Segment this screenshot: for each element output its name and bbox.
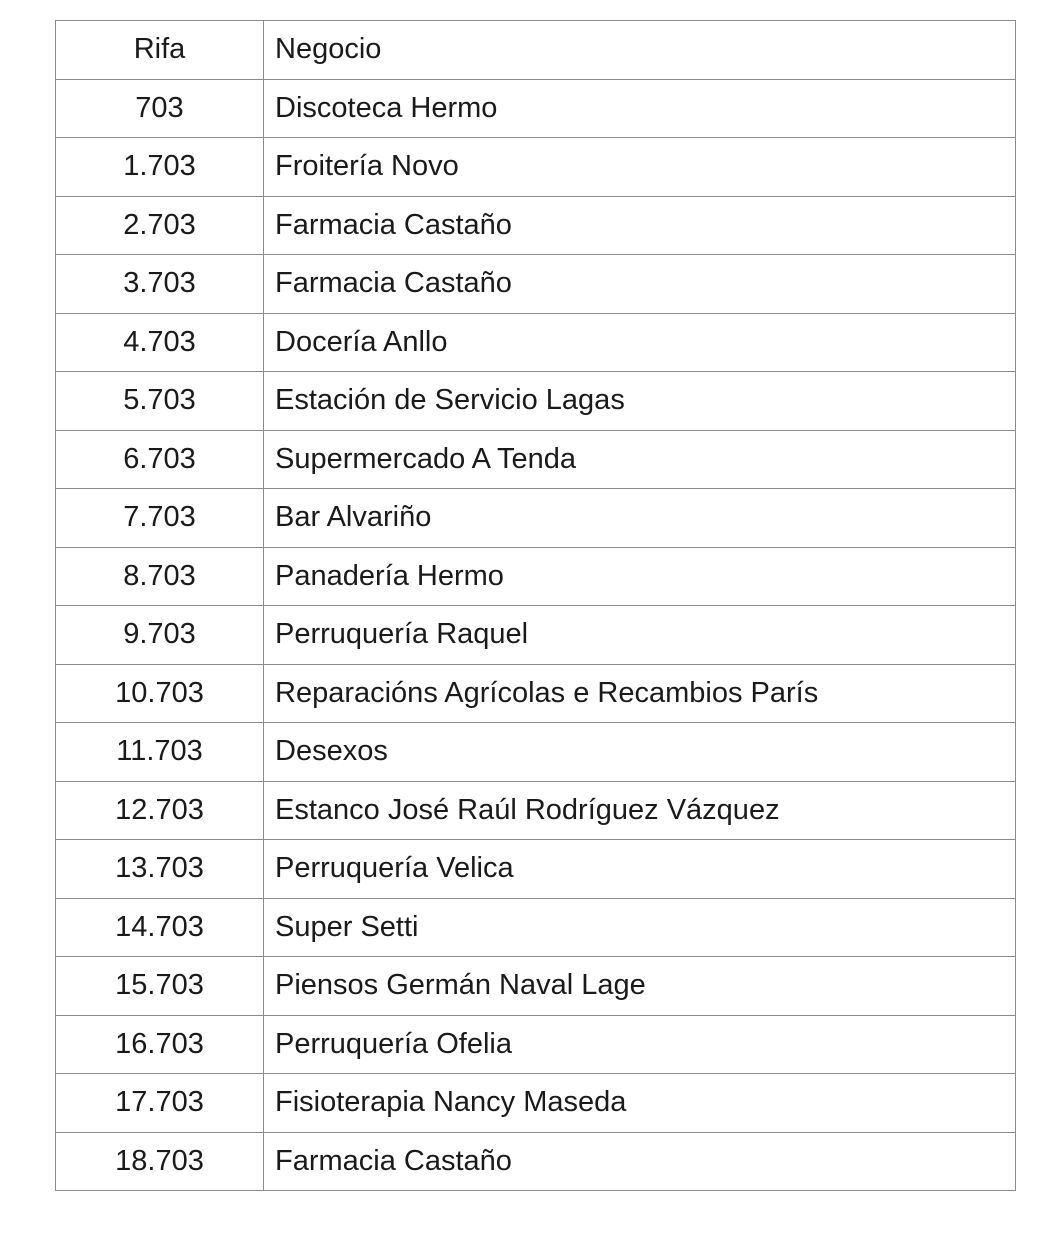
table-row (56, 840, 1016, 899)
table-row (56, 664, 1016, 723)
table-row (56, 957, 1016, 1016)
table-row (56, 489, 1016, 548)
table-row (56, 372, 1016, 431)
table-row (56, 138, 1016, 197)
cell-negocio: Estación de Servicio Lagas (264, 372, 1016, 431)
table-row (56, 313, 1016, 372)
cell-rifa: 7.703 (56, 489, 264, 548)
cell-negocio: Fisioterapia Nancy Maseda (264, 1074, 1016, 1133)
table-row (56, 196, 1016, 255)
table-row (56, 898, 1016, 957)
cell-negocio: Farmacia Castaño (264, 255, 1016, 314)
table-row (56, 255, 1016, 314)
cell-rifa: 8.703 (56, 547, 264, 606)
table-row (56, 79, 1016, 138)
table-row (56, 430, 1016, 489)
cell-rifa: 13.703 (56, 840, 264, 899)
table-row (56, 547, 1016, 606)
cell-negocio: Bar Alvariño (264, 489, 1016, 548)
cell-negocio: Super Setti (264, 898, 1016, 957)
table-body (56, 79, 1016, 1191)
cell-rifa: 2.703 (56, 196, 264, 255)
cell-negocio: Froitería Novo (264, 138, 1016, 197)
cell-negocio: Perruquería Raquel (264, 606, 1016, 665)
cell-negocio: Discoteca Hermo (264, 79, 1016, 138)
cell-negocio: Desexos (264, 723, 1016, 782)
cell-negocio: Estanco José Raúl Rodríguez Vázquez (264, 781, 1016, 840)
header-negocio: Negocio (264, 21, 1016, 80)
cell-rifa: 9.703 (56, 606, 264, 665)
cell-negocio: Perruquería Ofelia (264, 1015, 1016, 1074)
cell-negocio: Piensos Germán Naval Lage (264, 957, 1016, 1016)
table-row (56, 781, 1016, 840)
cell-negocio: Panadería Hermo (264, 547, 1016, 606)
cell-rifa: 10.703 (56, 664, 264, 723)
table-row (56, 1132, 1016, 1191)
cell-rifa: 6.703 (56, 430, 264, 489)
cell-negocio: Perruquería Velica (264, 840, 1016, 899)
raffle-table (55, 20, 1016, 1191)
cell-rifa: 703 (56, 79, 264, 138)
header-rifa: Rifa (56, 21, 264, 80)
cell-rifa: 1.703 (56, 138, 264, 197)
cell-rifa: 5.703 (56, 372, 264, 431)
cell-negocio: Farmacia Castaño (264, 1132, 1016, 1191)
cell-rifa: 4.703 (56, 313, 264, 372)
cell-rifa: 18.703 (56, 1132, 264, 1191)
table-row (56, 1015, 1016, 1074)
cell-rifa: 3.703 (56, 255, 264, 314)
cell-rifa: 12.703 (56, 781, 264, 840)
cell-rifa: 11.703 (56, 723, 264, 782)
cell-rifa: 14.703 (56, 898, 264, 957)
table-row (56, 1074, 1016, 1133)
cell-negocio: Reparacións Agrícolas e Recambios París (264, 664, 1016, 723)
table-row (56, 723, 1016, 782)
cell-rifa: 16.703 (56, 1015, 264, 1074)
cell-rifa: 17.703 (56, 1074, 264, 1133)
table-row (56, 606, 1016, 665)
table-header-row (56, 21, 1016, 80)
cell-negocio: Docería Anllo (264, 313, 1016, 372)
cell-rifa: 15.703 (56, 957, 264, 1016)
cell-negocio: Farmacia Castaño (264, 196, 1016, 255)
cell-negocio: Supermercado A Tenda (264, 430, 1016, 489)
